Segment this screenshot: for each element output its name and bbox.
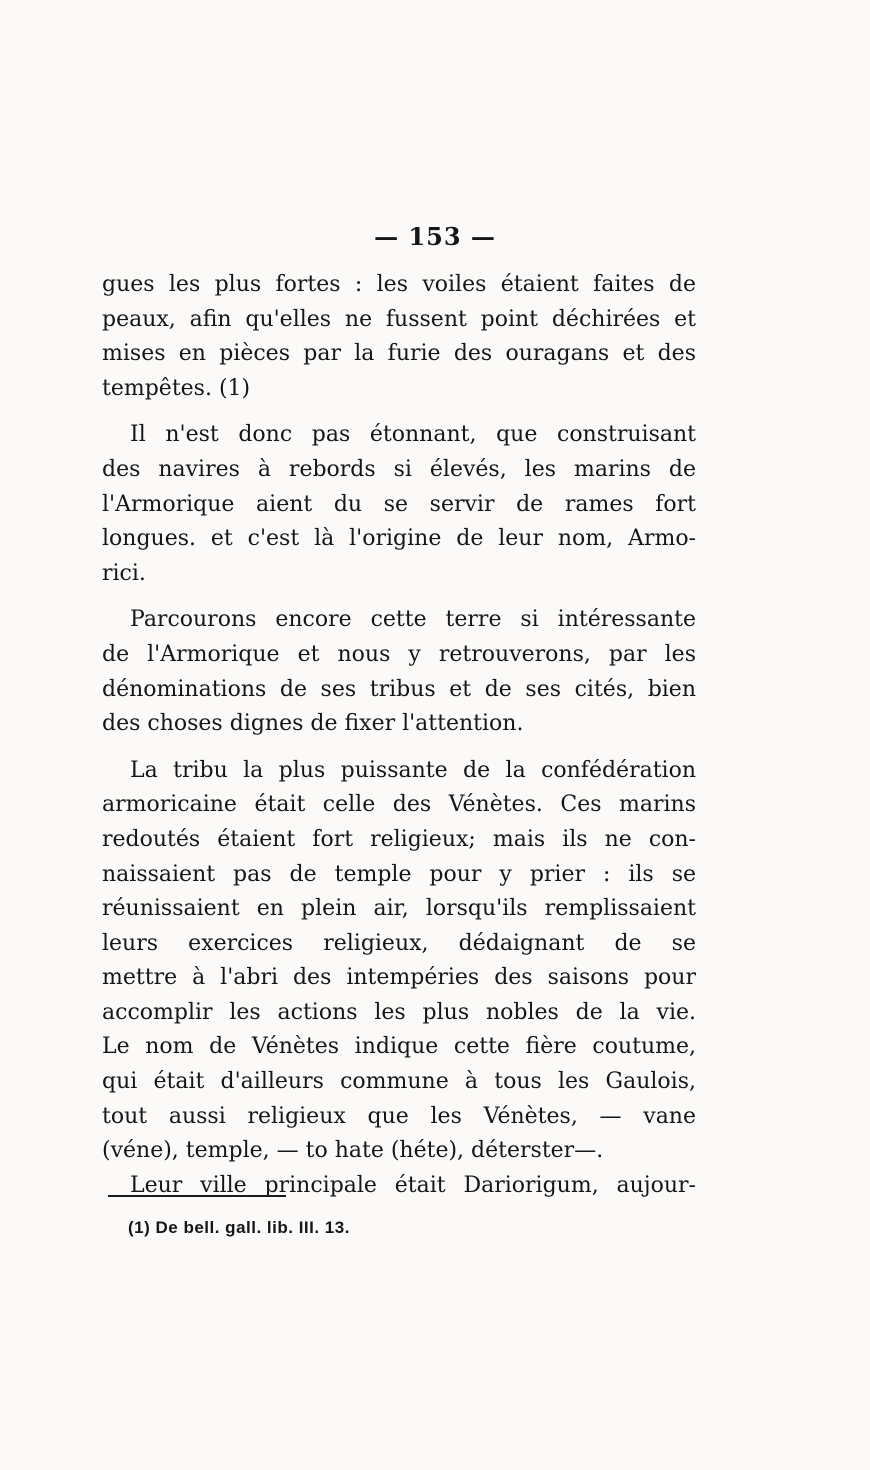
text-line: des navires à rebords si élevés, les marins de <box>102 456 696 482</box>
text-line: leurs exercices religieux, dédaignant de se <box>102 930 696 956</box>
text-line: naissaient pas de temple pour y prier : ils se <box>102 861 696 887</box>
text-line: rici. <box>102 560 146 586</box>
text-line: Parcourons encore cette terre si intéressante <box>130 607 696 633</box>
text-line: tempêtes. (1) <box>102 375 251 401</box>
text-line: de l'Armorique et nous y retrouverons, par les <box>102 641 696 667</box>
footnote-divider <box>108 1195 286 1197</box>
text-line: La tribu la plus puissante de la confédération <box>130 757 696 783</box>
text-line: tout aussi religieux que les Vénètes, — vane <box>102 1103 696 1129</box>
text-line: qui était d'ailleurs commune à tous les Gaulois, <box>102 1069 696 1095</box>
text-line: Leur ville principale était Dariorigum, aujour- <box>130 1172 696 1198</box>
text-line: réunissaient en plein air, lorsqu'ils remplissaient <box>102 896 696 922</box>
body-text <box>102 268 696 1203</box>
footnote: (1) De bell. gall. lib. III. 13. <box>128 1218 350 1237</box>
text-line: mettre à l'abri des intempéries des saisons pour <box>102 965 696 991</box>
text-line: dénominations de ses tribus et de ses cités, bien <box>102 676 696 702</box>
text-line: Il n'est donc pas étonnant, que construisant <box>130 422 696 448</box>
text-line: armoricaine était celle des Vénètes. Ces marins <box>102 792 696 818</box>
text-line: mises en pièces par la furie des ouragans et des <box>102 341 696 367</box>
page-number: — 153 — <box>374 222 496 251</box>
text-line: Le nom de Vénètes indique cette fière coutume, <box>102 1034 696 1060</box>
text-line: accomplir les actions les plus nobles de la vie. <box>102 999 696 1025</box>
text-line: l'Armorique aient du se servir de rames fort <box>102 491 696 517</box>
text-line: peaux, afin qu'elles ne fussent point déchirées et <box>102 306 696 332</box>
text-line: longues. et c'est là l'origine de leur nom, Armo- <box>102 526 696 552</box>
text-line: (véne), temple, — to hate (héte), déterster—. <box>102 1138 604 1164</box>
text-line: gues les plus fortes : les voiles étaient faites de <box>102 272 696 297</box>
text-line: des choses dignes de fixer l'attention. <box>102 711 524 737</box>
text-line: redoutés étaient fort religieux; mais ils ne con- <box>102 826 696 852</box>
